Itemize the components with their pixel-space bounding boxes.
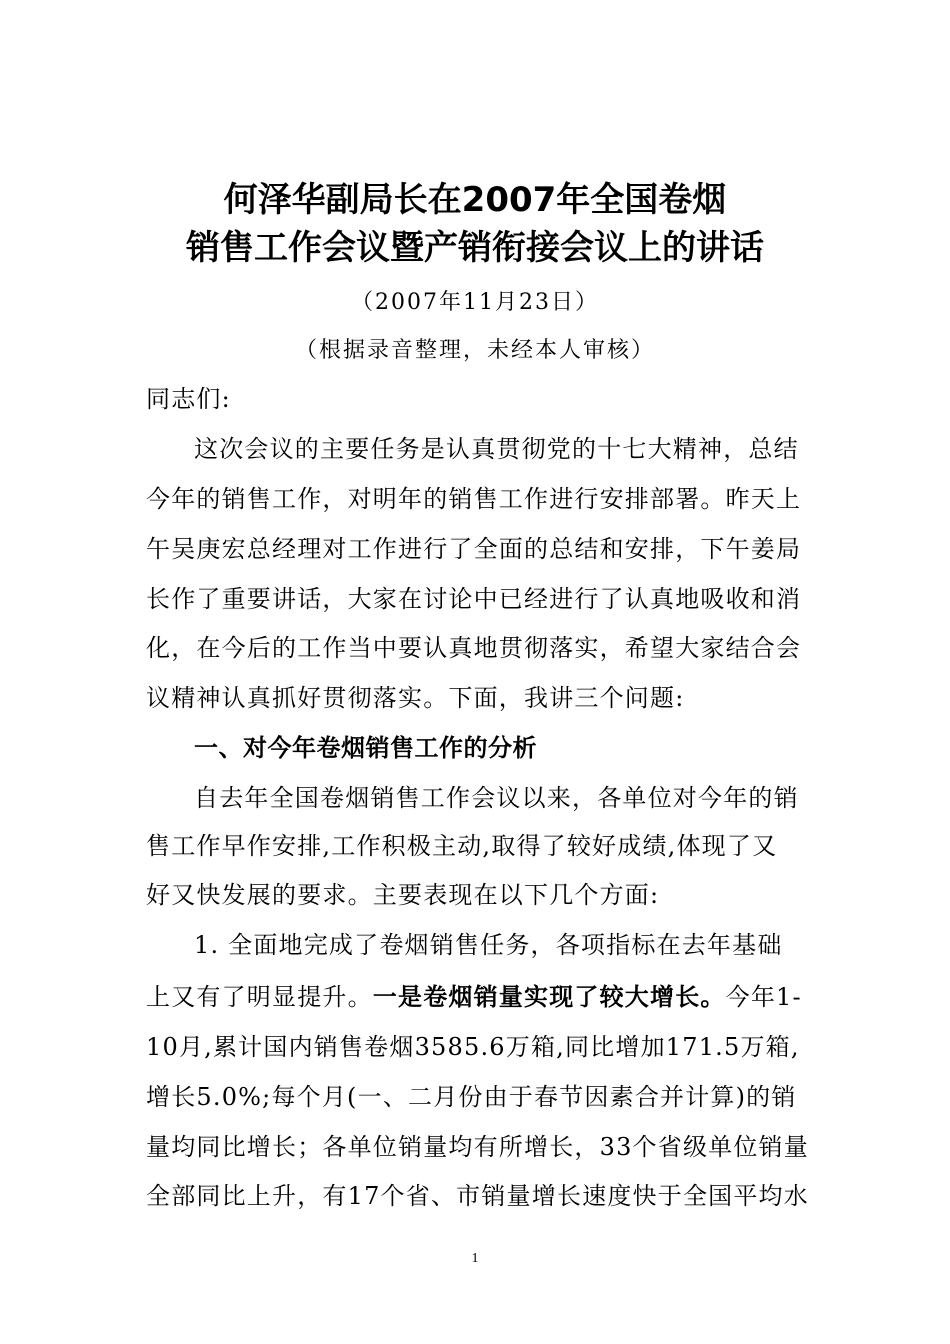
paragraph-line: 议精神认真抓好贯彻落实。下面，我讲三个问题: xyxy=(146,684,685,712)
paragraph-line: 增长5.0%;每个月(一、二月份由于春节因素合并计算)的销 xyxy=(146,1083,797,1111)
paragraph-line: 长作了重要讲话，大家在讨论中已经进行了认真地吸收和消 xyxy=(146,585,802,613)
document-title-line2: 销售工作会议暨产销衔接会议上的讲话 xyxy=(186,228,764,268)
paragraph-line: 化，在今后的工作当中要认真地贯彻落实，希望大家结合会 xyxy=(146,634,802,662)
emphasis-text: 一是卷烟销量实现了较大增长。 xyxy=(372,983,726,1011)
salutation: 同志们: xyxy=(146,385,231,413)
point-line-with-emphasis xyxy=(146,981,810,1013)
paragraph-line: 10月,累计国内销售卷烟3585.6万箱,同比增加171.5万箱, xyxy=(146,1033,800,1061)
paragraph-line: 这次会议的主要任务是认真贯彻党的十七大精神，总结 xyxy=(194,435,799,463)
page-number: 1 xyxy=(471,1251,479,1266)
paragraph-line: 好又快发展的要求。主要表现在以下几个方面: xyxy=(146,881,660,909)
paragraph-line: 午吴庚宏总经理对工作进行了全面的总结和安排，下午姜局 xyxy=(146,535,802,563)
paragraph-line: 量均同比增长；各单位销量均有所增长，33个省级单位销量 xyxy=(146,1133,809,1161)
point-line: 1. 全面地完成了卷烟销售任务，各项指标在去年基础 xyxy=(194,931,783,959)
paragraph-line: 售工作早作安排,工作积极主动,取得了较好成绩,体现了又 xyxy=(146,832,778,860)
document-title-line1: 何泽华副局长在2007年全国卷烟 xyxy=(223,180,727,220)
paragraph-line: 全部同比上升，有17个省、市销量增长速度快于全国平均水 xyxy=(146,1182,809,1210)
paragraph-line: 自去年全国卷烟销售工作会议以来，各单位对今年的销 xyxy=(194,784,799,812)
speech-date: （2007年11月23日） xyxy=(351,290,599,315)
point-text-tail: 今年1- xyxy=(725,983,802,1011)
section-heading: 一、对今年卷烟销售工作的分析 xyxy=(194,734,537,762)
transcription-note: （根据录音整理，未经本人审核） xyxy=(294,338,655,363)
point-text: 上又有了明显提升。 xyxy=(146,983,373,1011)
paragraph-line: 今年的销售工作，对明年的销售工作进行安排部署。昨天上 xyxy=(146,485,802,513)
